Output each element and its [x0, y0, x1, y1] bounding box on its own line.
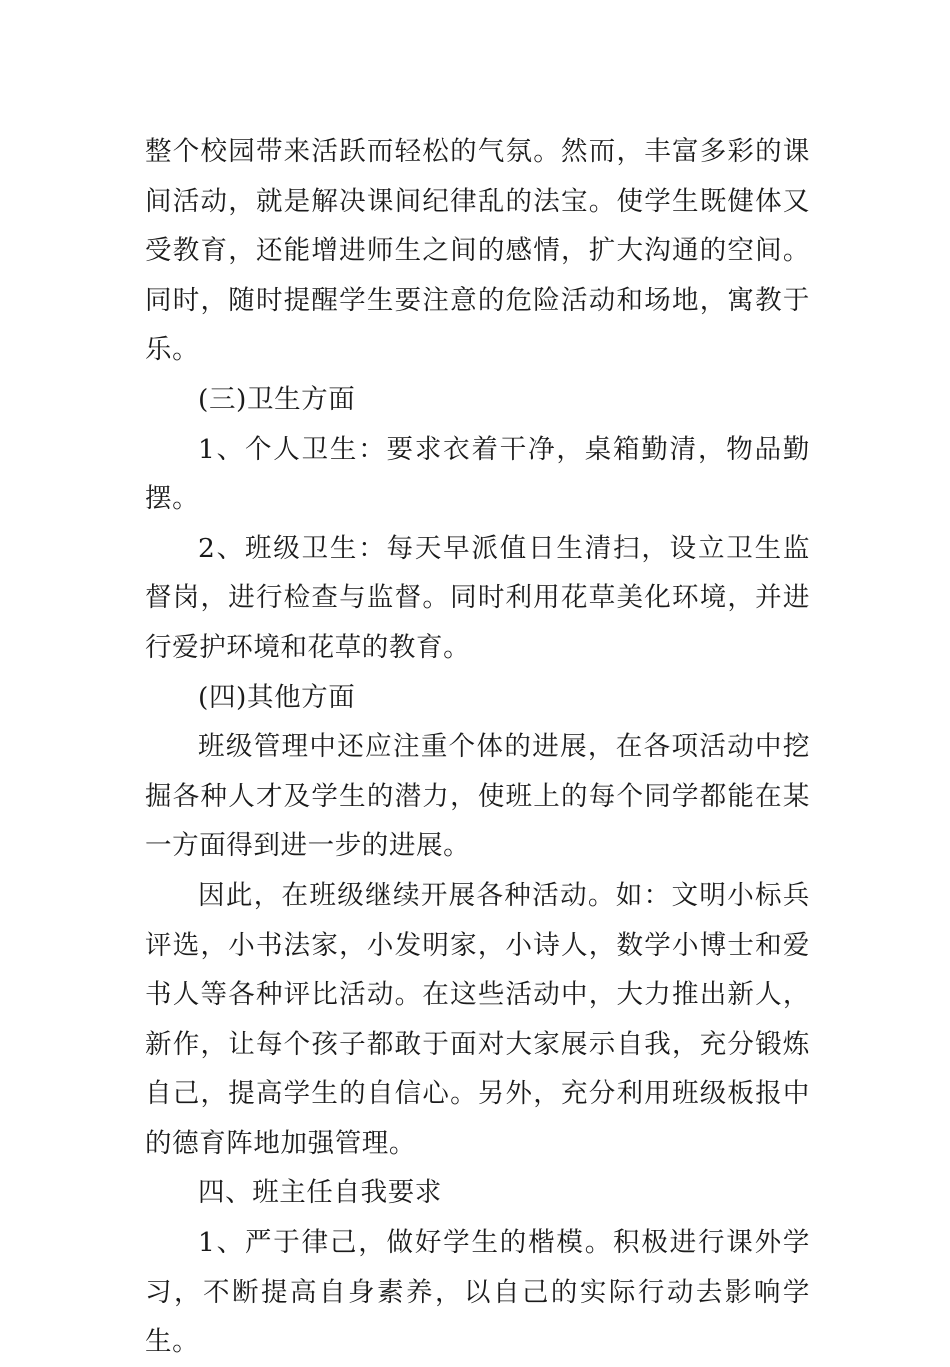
paragraph-class-activities: 因此，在班级继续开展各种活动。如：文明小标兵评选，小书法家，小发明家，小诗人，数学小博士和爱书人等各种评比活动。在这些活动中，大力推出新人，新作，让每个孩子都敢于面对大家展示自我，充分锻炼自己，提高学生的自信心。另外，充分利用班级板报中的德育阵地加强管理。 — [145, 879, 810, 1159]
document-body — [145, 127, 810, 1367]
paragraph-personal-hygiene: 1、个人卫生：要求衣着干净，桌箱勤清，物品勤摆。 — [145, 433, 810, 515]
heading-hygiene: (三)卫生方面 — [198, 383, 356, 415]
heading-other-aspects: (四)其他方面 — [198, 681, 356, 713]
paragraph-class-hygiene: 2、班级卫生：每天早派值日生清扫，设立卫生监督岗，进行检查与监督。同时利用花草美化环境，并进行爱护环境和花草的教育。 — [145, 532, 810, 663]
paragraph-school-atmosphere: 整个校园带来活跃而轻松的气氛。然而，丰富多彩的课间活动，就是解决课间纪律乱的法宝。使学生既健体又受教育，还能增进师生之间的感情，扩大沟通的空间。同时，随时提醒学生要注意的危险活动和场地，寓教于乐。 — [145, 136, 810, 366]
heading-teacher-requirements: 四、班主任自我要求 — [198, 1177, 442, 1209]
paragraph-self-discipline: 1、严于律己，做好学生的楷模。积极进行课外学习，不断提高自身素养，以自己的实际行动去影响学生。 — [145, 1227, 810, 1358]
paragraph-individual-development: 班级管理中还应注重个体的进展，在各项活动中挖掘各种人才及学生的潜力，使班上的每个同学都能在某一方面得到进一步的进展。 — [145, 731, 810, 862]
